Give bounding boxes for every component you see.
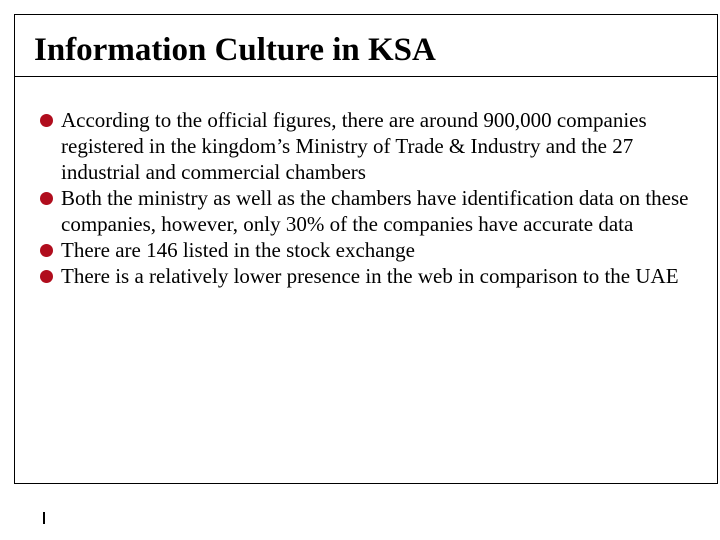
bullet-text: According to the official figures, there are around 900,000 companies registered in the kingdom’s Ministry of Trade & Industry and the 27 industrial and commercial chambers bbox=[61, 108, 647, 184]
bullet-text: There is a relatively lower presence in the web in comparison to the UAE bbox=[61, 264, 679, 288]
footer-marker bbox=[43, 512, 45, 524]
bullet-dot-icon bbox=[40, 114, 53, 127]
bullet-item bbox=[14, 237, 694, 263]
bullet-item bbox=[14, 107, 694, 185]
bullet-list bbox=[14, 107, 694, 289]
bullet-text: Both the ministry as well as the chambers have identification data on these companies, however, only 30% of the companies have accurate data bbox=[61, 186, 689, 236]
bullet-item bbox=[14, 185, 694, 237]
bullet-dot-icon bbox=[40, 244, 53, 257]
title-divider bbox=[14, 76, 718, 77]
bullet-dot-icon bbox=[40, 192, 53, 205]
bullet-dot-icon bbox=[40, 270, 53, 283]
bullet-item bbox=[14, 263, 694, 289]
bullet-text: There are 146 listed in the stock exchange bbox=[61, 238, 415, 262]
slide-title: Information Culture in KSA bbox=[34, 32, 436, 68]
